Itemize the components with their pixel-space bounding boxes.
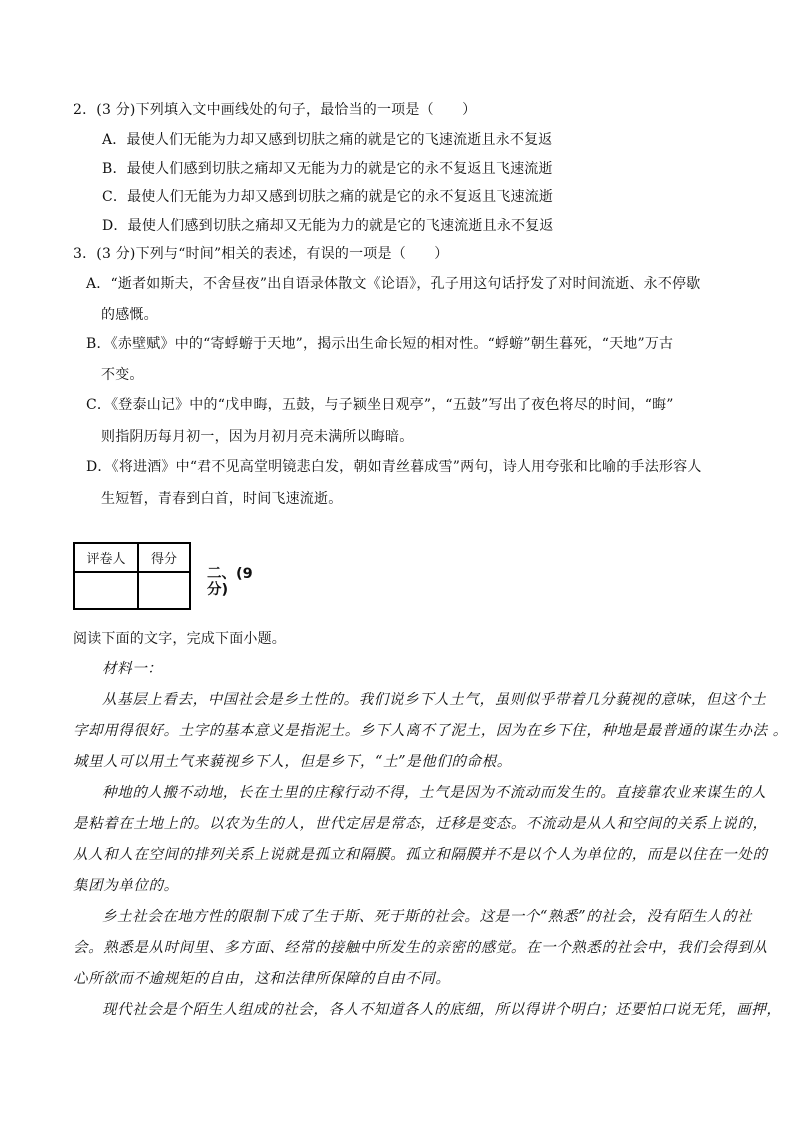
section-heading-line1: 二、(9 <box>207 566 253 582</box>
score-table <box>73 542 191 610</box>
material-label: 材料一： <box>102 661 163 677</box>
q3-option-d-cont: 生短暂，青春到白首，时间飞速流逝。 <box>101 491 343 507</box>
reading-instruction: 阅读下面的文字，完成下面小题。 <box>73 631 286 647</box>
q3-option-a: A．“逝者如斯夫，不舍昼夜”出自语录体散文《论语》，孔子用这句话抒发了对时间流逝、永不停歇 <box>86 276 701 292</box>
q3-option-b-cont: 不变。 <box>101 367 144 383</box>
q3-option-b: B．《赤壁赋》中的“寄蜉蝣于天地”，揭示出生命长短的相对性。“蜉蝣”朝生暮死，“天地”万古 <box>86 336 674 352</box>
grader-cell <box>74 572 138 609</box>
q2-stem: 2．(3 分)下列填入文中画线处的句子，最恰当的一项是（ ） <box>73 102 477 118</box>
section-heading-line2: 分) <box>207 582 229 598</box>
para1-line3: 城里人可以用土气来藐视乡下人，但是乡下，“土”是他们的命根。 <box>73 754 512 770</box>
para2-line3: 从人和人在空间的排列关系上说就是孤立和隔膜。孤立和隔膜并不是以个人为单位的，而是以住在一处的 <box>73 847 768 863</box>
q2-option-c: C．最使人们无能为力却又感到切肤之痛的就是它的永不复返且飞速流逝 <box>102 189 554 205</box>
para1-line2: 字却用得很好。土字的基本意义是指泥土。乡下人离不了泥土，因为在乡下住，种地是最普通的谋生办法 。 <box>73 723 788 739</box>
para3-line2: 会。熟悉是从时间里、多方面、经常的接触中所发生的亲密的感觉。在一个熟悉的社会中，我们会得到从 <box>73 940 768 956</box>
para3-line3: 心所欲而不逾规矩的自由，这和法律所保障的自由不同。 <box>73 971 451 987</box>
q3-option-c: C．《登泰山记》中的“戊申晦，五鼓，与子颍坐日观亭”，“五鼓”写出了夜色将尽的时间，“晦” <box>86 397 674 413</box>
q2-option-a: A．最使人们无能为力却又感到切肤之痛的就是它的飞速流逝且永不复返 <box>102 132 553 148</box>
score-header: 得分 <box>138 543 190 572</box>
grader-header: 评卷人 <box>74 543 138 572</box>
q3-option-a-cont: 的感慨。 <box>101 307 158 323</box>
para4-line1: 现代社会是个陌生人组成的社会，各人不知道各人的底细，所以得讲个明白；还要怕口说无凭，画押， <box>102 1002 782 1018</box>
q3-stem: 3．(3 分)下列与“时间”相关的表述，有误的一项是（ ） <box>73 246 449 262</box>
para3-line1: 乡土社会在地方性的限制下成了生于斯、死于斯的社会。这是一个“熟悉”的社会，没有陌生人的社 <box>102 909 753 925</box>
para2-line4: 集团为单位的。 <box>73 878 179 894</box>
section-heading <box>207 566 253 598</box>
q2-option-d: D．最使人们感到切肤之痛却又无能为力的就是它的飞速流逝且永不复返 <box>102 218 554 234</box>
score-cell <box>138 572 190 609</box>
q2-option-b: B．最使人们感到切肤之痛却又无能为力的就是它的永不复返且飞速流逝 <box>102 161 553 177</box>
para2-line2: 是粘着在土地上的。以农为生的人，世代定居是常态，迁移是变态。不流动是从人和空间的关系上说的， <box>73 816 768 832</box>
q3-option-d: D．《将进酒》中“君不见高堂明镜悲白发，朝如青丝暮成雪”两句，诗人用夸张和比喻的手法形容人 <box>86 459 702 475</box>
para1-line1: 从基层上看去，中国社会是乡土性的。我们说乡下人土气，虽则似乎带着几分藐视的意味，但这个土 <box>102 692 767 708</box>
para2-line1: 种地的人搬不动地，长在土里的庄稼行动不得，土气是因为不流动而发生的。直接靠农业来谋生的人 <box>102 785 767 801</box>
q3-option-c-cont: 则指阴历每月初一，因为月初月亮未满所以晦暗。 <box>101 429 414 445</box>
